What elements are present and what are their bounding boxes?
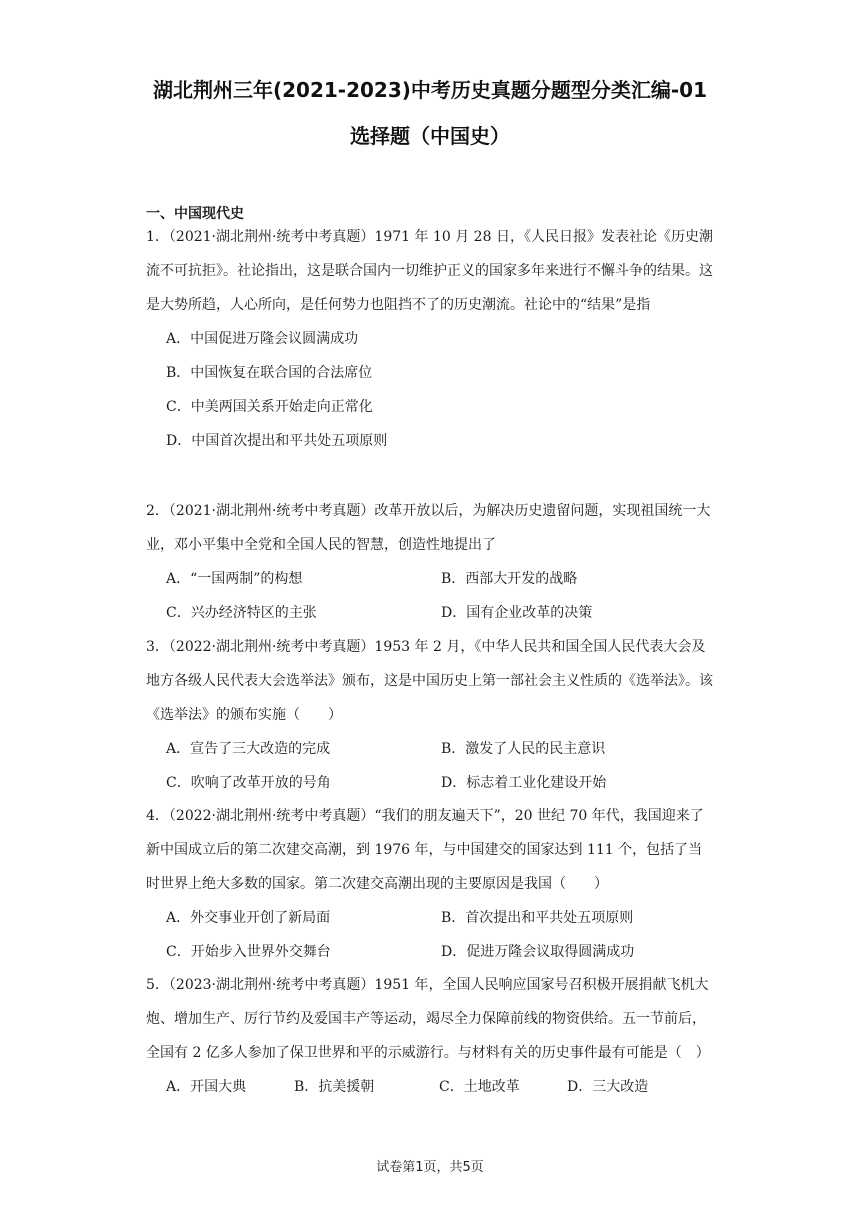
option-a: A．中国促进万隆会议圆满成功 [166, 331, 359, 347]
question-1 [146, 220, 716, 458]
option-d: D．促进万隆会议取得圆满成功 [441, 944, 635, 960]
question-stem: 1．（2021·湖北荆州·统考中考真题）1971 年 10 月 28 日，《人民日报》发表社论《历史潮流不可抗拒》。社论指出，这是联合国内一切维护正义的国家多年来进行不懈斗争的结果。这是大势所趋，人心所向，是任何势力也阻挡不了的历史潮流。社论中的“结果”是指 [146, 229, 713, 313]
option-a: A．“一国两制”的构想 [166, 571, 303, 587]
question-stem: 5．（2023·湖北荆州·统考中考真题）1951 年，全国人民响应国家号召积极开展捐献飞机大炮、增加生产、厉行节约及爱国丰产等运动，竭尽全力保障前线的物资供给。五一节前后，全国有 2 亿多人参加了保卫世界和平的示威游行。与材料有关的历史事件最有可能是（ ） [146, 977, 710, 1061]
option-c: C．开始步入世界外交舞台 [166, 944, 331, 960]
section-heading: 一、中国现代史 [146, 206, 244, 222]
option-a: A．开国大典 [166, 1079, 247, 1095]
option-c: C．吹响了改革开放的号角 [166, 775, 331, 791]
question-2 [146, 494, 716, 630]
option-c: C．兴办经济特区的主张 [166, 605, 317, 621]
option-b: B．西部大开发的战略 [441, 571, 578, 587]
option-d: D．三大改造 [567, 1079, 649, 1095]
option-c: C．中美两国关系开始走向正常化 [166, 399, 373, 415]
question-4 [146, 799, 716, 969]
question-stem: 3．（2022·湖北荆州·统考中考真题）1953 年 2 月，《中华人民共和国全国人民代表大会及地方各级人民代表大会选举法》颁布，这是中国历史上第一部社会主义性质的《选举法》。该《选举法》的颁布实施（ ） [146, 639, 713, 723]
question-5 [146, 968, 716, 1104]
question-stem: 4．（2022·湖北荆州·统考中考真题）“我们的朋友遍天下”，20 世纪 70 年代，我国迎来了新中国成立后的第二次建交高潮，到 1976 年，与中国建交的国家达到 111 个，包括了当时世界上绝大多数的国家。第二次建交高潮出现的主要原因是我国（ ） [146, 808, 704, 892]
option-d: D．国有企业改革的决策 [441, 605, 593, 621]
options-list [146, 562, 716, 630]
option-d: D．标志着工业化建设开始 [441, 775, 607, 791]
option-a: A．外交事业开创了新局面 [166, 910, 331, 926]
options-list [146, 901, 716, 969]
document-title-line1: 湖北荆州三年(2021-2023)中考历史真题分题型分类汇编-01 [152, 78, 708, 102]
option-a: A．宣告了三大改造的完成 [166, 741, 331, 757]
options-list [146, 1070, 716, 1104]
option-b: B．激发了人民的民主意识 [441, 741, 606, 757]
page-footer: 试卷第1页，共5页 [376, 1160, 484, 1175]
question-3 [146, 630, 716, 800]
document-title-line2: 选择题（中国史） [350, 124, 510, 148]
option-c: C．土地改革 [439, 1079, 520, 1095]
option-b: B．抗美援朝 [294, 1079, 375, 1095]
option-d: D．中国首次提出和平共处五项原则 [166, 433, 388, 449]
option-b: B．首次提出和平共处五项原则 [441, 910, 634, 926]
question-stem: 2．（2021·湖北荆州·统考中考真题）改革开放以后，为解决历史遗留问题，实现祖国统一大业，邓小平集中全党和全国人民的智慧，创造性地提出了 [146, 503, 711, 553]
option-b: B．中国恢复在联合国的合法席位 [166, 365, 373, 381]
options-list [146, 732, 716, 800]
options-list [146, 322, 716, 458]
